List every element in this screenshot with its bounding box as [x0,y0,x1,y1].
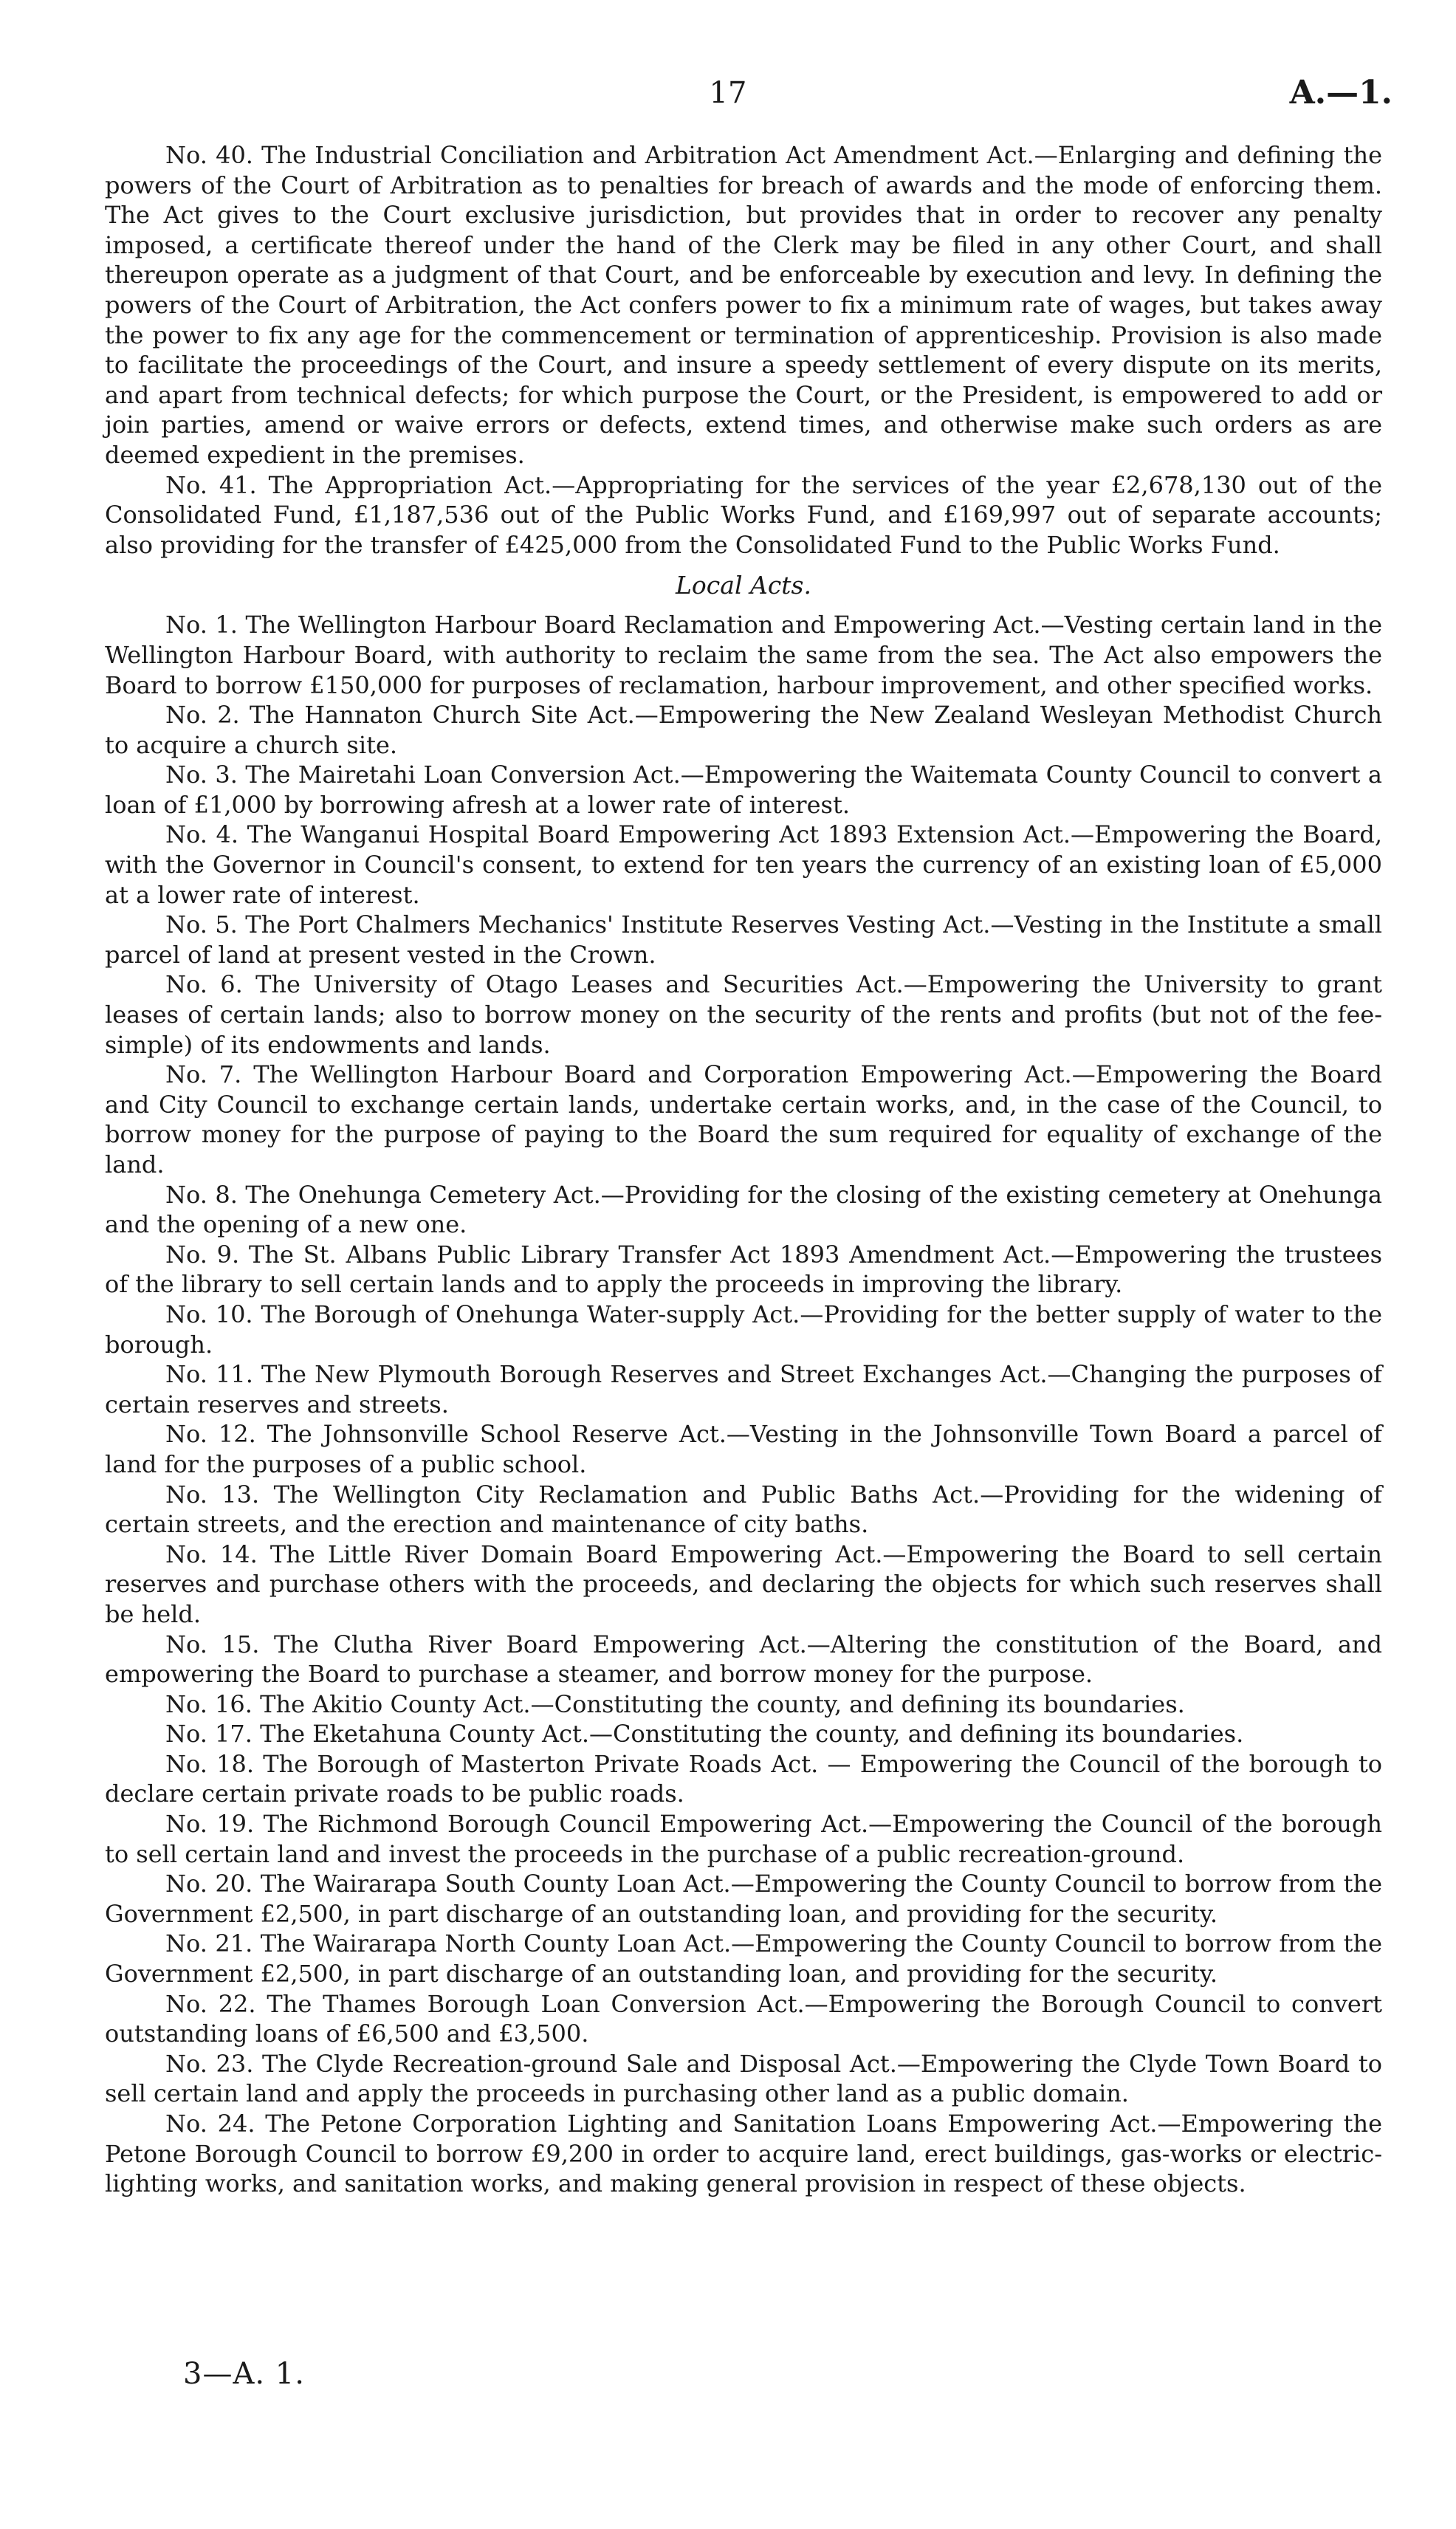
local-act-entry-20: No. 20. The Wairarapa South County Loan Act.—Empowering the County Council to borrow from the Government £2,500, in part discharge of an outstanding loan, and providing for the security. [105,1870,1382,1928]
local-act-entry-10: No. 10. The Borough of Onehunga Water-supply Act.—Providing for the better supply of water to the borough. [105,1300,1382,1359]
local-act-entry-1: No. 1. The Wellington Harbour Board Reclamation and Empowering Act.—Vesting certain land in the Wellington Harbour Board, with authority to reclaim the same from the sea. The Act also empowers the Board to borrow £150,000 for purposes of reclamation, harbour improvement, and other specified works. [105,611,1382,699]
local-act-entry-18: No. 18. The Borough of Masterton Private Roads Act. — Empowering the Council of the borough to declare certain private roads to be public roads. [105,1749,1382,1808]
page-signature: 3—A. 1. [183,2357,305,2391]
local-act-entry-24: No. 24. The Petone Corporation Lighting and Sanitation Loans Empowering Act.—Empowering the Petone Borough Council to borrow £9,200 in order to acquire land, erect buildings, gas-works or electric-lighting works, and sanitation works, and making general provision in respect of these objects. [105,2110,1382,2198]
page-number: 17 [709,76,747,110]
local-act-entry-13: No. 13. The Wellington City Reclamation and Public Baths Act.—Providing for the widening of certain streets, and the erection and maintenance of city baths. [105,1480,1382,1539]
page-header [0,71,1456,115]
page-body [105,140,1382,2199]
local-act-entry-3: No. 3. The Mairetahi Loan Conversion Act.—Empowering the Waitemata County Council to convert a loan of £1,000 by borrowing afresh at a lower rate of interest. [105,761,1382,819]
local-act-entry-5: No. 5. The Port Chalmers Mechanics' Institute Reserves Vesting Act.—Vesting in the Institute a small parcel of land at present vested in the Crown. [105,910,1382,969]
local-act-entry-7: No. 7. The Wellington Harbour Board and Corporation Empowering Act.—Empowering the Board and City Council to exchange certain lands, undertake certain works, and, in the case of the Council, to borrow money for the purpose of paying to the Board the sum required for equality of exchange of the land. [105,1060,1382,1178]
local-act-entry-15: No. 15. The Clutha River Board Empowering Act.—Altering the constitution of the Board, and empowering the Board to purchase a steamer, and borrow money for the purpose. [105,1630,1382,1689]
local-act-entry-16: No. 16. The Akitio County Act.—Constituting the county, and defining its boundaries. [165,1689,1185,1718]
local-act-entry-2: No. 2. The Hannaton Church Site Act.—Empowering the New Zealand Wesleyan Methodist Church to acquire a church site. [105,701,1382,759]
act-entry-40: No. 40. The Industrial Conciliation and Arbitration Act Amendment Act.—Enlarging and defining the powers of the Court of Arbitration as to penalties for breach of awards and the mode of enforcing them. The Act gives to the Court exclusive jurisdiction, but provides that in order to recover any penalty imposed, a certificate thereof under the hand of the Clerk may be filed in any other Court, and shall thereupon operate as a judgment of that Court, and be enforceable by execution and levy. In defining the powers of the Court of Arbitration, the Act confers power to fix a minimum rate of wages, but takes away the power to fix any age for the commencement or termination of apprenticeship. Provision is also made to facilitate the proceedings of the Court, and insure a speedy settlement of every dispute on its merits, and apart from technical defects; for which purpose the Court, or the President, is empowered to add or join parties, amend or waive errors or defects, extend times, and otherwise make such orders as are deemed expedient in the premises. [105,141,1382,469]
document-reference: A.—1. [1289,74,1393,111]
local-act-entry-6: No. 6. The University of Otago Leases and Securities Act.—Empowering the University to grant leases of certain lands; also to borrow money on the security of the rents and profits (but not of the fee-simple) of its endowments and lands. [105,970,1382,1059]
local-act-entry-17: No. 17. The Eketahuna County Act.—Constituting the county, and defining its boundaries. [165,1720,1244,1749]
local-act-entry-19: No. 19. The Richmond Borough Council Empowering Act.—Empowering the Council of the borough to sell certain land and invest the proceeds in the purchase of a public recreation-ground. [105,1810,1382,1868]
local-act-entry-14: No. 14. The Little River Domain Board Empowering Act.—Empowering the Board to sell certain reserves and purchase others with the proceeds, and declaring the objects for which such reserves shall be held. [105,1540,1382,1628]
local-act-entry-12: No. 12. The Johnsonville School Reserve Act.—Vesting in the Johnsonville Town Board a parcel of land for the purposes of a public school. [105,1420,1382,1478]
act-entry-41: No. 41. The Appropriation Act.—Appropriating for the services of the year £2,678,130 out of the Consolidated Fund, £1,187,536 out of the Public Works Fund, and £169,997 out of separate accounts; also providing for the transfer of £425,000 from the Consolidated Fund to the Public Works Fund. [105,470,1382,559]
local-act-entry-23: No. 23. The Clyde Recreation-ground Sale and Disposal Act.—Empowering the Clyde Town Board to sell certain land and apply the proceeds in purchasing other land as a public domain. [105,2049,1382,2108]
local-act-entry-22: No. 22. The Thames Borough Loan Conversion Act.—Empowering the Borough Council to convert outstanding loans of £6,500 and £3,500. [105,1989,1382,2048]
section-heading-local-acts: Local Acts. [676,571,811,600]
local-act-entry-4: No. 4. The Wanganui Hospital Board Empowering Act 1893 Extension Act.—Empowering the Board, with the Governor in Council's consent, to extend for ten years the currency of an existing loan of £5,000 at a lower rate of interest. [105,820,1382,909]
local-act-entry-8: No. 8. The Onehunga Cemetery Act.—Providing for the closing of the existing cemetery at Onehunga and the opening of a new one. [105,1180,1382,1239]
local-act-entry-11: No. 11. The New Plymouth Borough Reserves and Street Exchanges Act.—Changing the purposes of certain reserves and streets. [105,1360,1382,1418]
local-act-entry-21: No. 21. The Wairarapa North County Loan Act.—Empowering the County Council to borrow from the Government £2,500, in part discharge of an outstanding loan, and providing for the security. [105,1929,1382,1988]
local-act-entry-9: No. 9. The St. Albans Public Library Transfer Act 1893 Amendment Act.—Empowering the trustees of the library to sell certain lands and to apply the proceeds in improving the library. [105,1240,1382,1299]
